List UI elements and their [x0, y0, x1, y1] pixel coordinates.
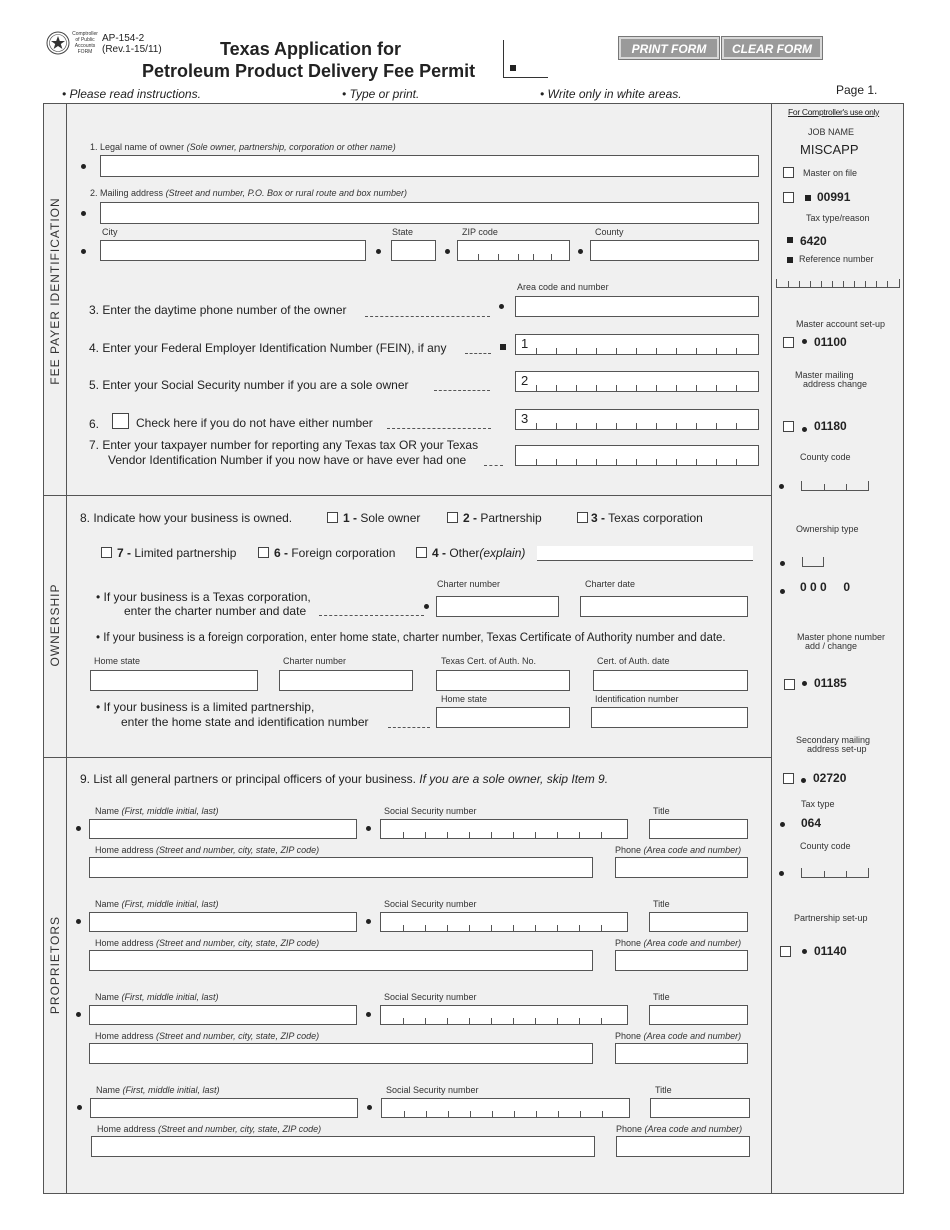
foreign-corporation-checkbox[interactable] [258, 547, 269, 558]
entry-dot [780, 589, 785, 594]
section-proprietors-label: PROPRIETORS [48, 915, 62, 1015]
item1-label [90, 142, 396, 152]
item4-label: 4. Enter your Federal Employer Identification Number (FEIN), if any [89, 341, 447, 355]
foreign-corp-instruction: • If your business is a foreign corporation, enter home state, charter number, Texas Certificate of Authority number and date. [96, 632, 726, 644]
job-name-label: JOB NAME [808, 127, 855, 137]
fein-input[interactable] [515, 334, 759, 355]
area-code-label: Area code and number [517, 282, 609, 292]
phone-text: Phone [616, 1124, 643, 1134]
home-address-note: (Street and number, city, state, ZIP code) [156, 845, 320, 855]
phone-note: (Area code and number) [643, 1031, 742, 1041]
proprietor-phone-input[interactable] [615, 857, 748, 878]
sole-owner-checkbox[interactable] [327, 512, 338, 523]
item9-text: 9. List all general partners or principal officers of your business. [80, 772, 416, 786]
texas-cert-input[interactable] [436, 670, 570, 691]
home-address-note: (Street and number, city, state, ZIP code) [156, 938, 320, 948]
county-label: County [595, 227, 624, 237]
master-account-label: Master account set-up [796, 319, 886, 329]
city-label: City [102, 227, 118, 237]
phone-label [615, 845, 741, 855]
required-dot [376, 249, 381, 254]
leader-dashes [388, 727, 430, 728]
master-mailing-label-2: address change [803, 379, 868, 389]
limited-partnership-checkbox[interactable] [101, 547, 112, 558]
foreign-home-state-input[interactable] [90, 670, 258, 691]
item8-label: 8. Indicate how your business is owned. [80, 511, 293, 525]
option-number: 2 - [463, 511, 478, 525]
charter-date-label: Charter date [585, 579, 636, 589]
section-fee-payer-label: FEE PAYER IDENTIFICATION [48, 197, 62, 385]
master-phone-label-2: add / change [805, 641, 858, 651]
required-dot [81, 164, 86, 169]
code-02720: 02720 [813, 771, 847, 785]
option-label: Sole owner [357, 511, 421, 525]
lp-home-state-input[interactable] [436, 707, 570, 728]
clear-form-button[interactable]: CLEAR FORM [722, 37, 822, 59]
entry-dot [780, 561, 785, 566]
reference-number-input[interactable] [776, 279, 900, 288]
title-label: Title [653, 992, 670, 1002]
sole-owner-option [343, 511, 420, 525]
page-number: Page 1. [836, 83, 878, 97]
cert-date-label: Cert. of Auth. date [597, 656, 670, 666]
phone-note: (Area code and number) [644, 1124, 743, 1134]
item2-text: 2. Mailing address [90, 188, 164, 198]
item2-label [90, 188, 407, 198]
option-label: Foreign corporation [288, 546, 396, 560]
header-entry-bracket [503, 40, 548, 78]
option-number: 4 - [432, 546, 447, 560]
required-dot [77, 1105, 82, 1110]
required-dot [366, 826, 371, 831]
charter-date-input[interactable] [580, 596, 748, 617]
home-address-label [95, 845, 319, 855]
code-01100: 01100 [814, 335, 847, 349]
code-01180-checkbox[interactable] [783, 421, 794, 432]
home-address-text: Home address [95, 845, 154, 855]
required-dot [81, 211, 86, 216]
foreign-corporation-option [274, 546, 395, 560]
partnership-checkbox[interactable] [447, 512, 458, 523]
texas-corp-line1: • If your business is a Texas corporation, [96, 590, 311, 604]
code-000: 0 0 0 0 [800, 580, 851, 594]
item7-label-line2: Vendor Identification Number if you now have or have ever had one [108, 453, 467, 467]
lp-home-state-label: Home state [441, 694, 488, 704]
leader-dashes [365, 316, 490, 317]
mailing-address-input[interactable] [100, 202, 759, 224]
other-explain-note: (explain) [479, 546, 526, 560]
name-text: Name [95, 899, 120, 909]
name-note: (First, middle initial, last) [121, 899, 219, 909]
leader-dashes [387, 428, 491, 429]
required-dot [578, 249, 583, 254]
entry-marker [787, 257, 793, 263]
foreign-charter-number-input[interactable] [279, 670, 413, 691]
zip-label: ZIP code [462, 227, 498, 237]
entry-dot [780, 822, 785, 827]
item6-label: Check here if you do not have either number [136, 416, 373, 430]
master-phone-label-1: Master phone number [797, 632, 886, 642]
tax-type-reason-label: Tax type/reason [806, 213, 870, 223]
instruction-read: • Please read instructions. [62, 87, 201, 101]
proprietor-phone-input[interactable] [615, 1043, 748, 1064]
legal-name-input[interactable] [100, 155, 759, 177]
proprietor-name-input[interactable] [89, 912, 357, 932]
other-checkbox[interactable] [416, 547, 427, 558]
charter-number-input[interactable] [436, 596, 559, 617]
entry-dot [802, 949, 807, 954]
charter-number-label: Charter number [437, 579, 501, 589]
entry-marker [787, 237, 793, 243]
proprietor-title-input[interactable] [649, 819, 748, 839]
phone-label [615, 1031, 741, 1041]
home-state-label: Home state [94, 656, 141, 666]
entry-marker [500, 344, 506, 350]
secondary-mailing-label-1: Secondary mailing [796, 735, 871, 745]
item5-label: 5. Enter your Social Security number if you are a sole owner [89, 378, 409, 392]
name-text: Name [96, 1085, 121, 1095]
master-on-file-checkbox[interactable] [783, 167, 794, 178]
lp-line1: • If your business is a limited partnership, [96, 700, 315, 714]
charter-number2-label: Charter number [283, 656, 347, 666]
title-label: Title [653, 899, 670, 909]
phone-label [615, 938, 741, 948]
proprietor-address-input[interactable] [89, 950, 593, 971]
proprietor-ssn-input[interactable] [380, 912, 628, 932]
ownership-type-label: Ownership type [796, 524, 859, 534]
proprietor-name-input[interactable] [90, 1098, 358, 1118]
name-note: (First, middle initial, last) [121, 806, 219, 816]
job-name-value: MISCAPP [800, 142, 859, 157]
entry-dot [779, 871, 784, 876]
section-divider [43, 495, 771, 496]
entry-dot [802, 339, 807, 344]
code-6420: 6420 [800, 234, 827, 248]
ssn-label: Social Security number [384, 899, 477, 909]
home-address-label [95, 938, 319, 948]
limited-partnership-option [117, 546, 236, 560]
agency-label [72, 31, 98, 55]
option-number: 7 - [117, 546, 132, 560]
proprietor-address-input[interactable] [89, 1043, 593, 1064]
lp-line2: enter the home state and identification number [121, 715, 369, 729]
instruction-white: • Write only in white areas. [540, 87, 682, 101]
texas-corp-line2: enter the charter number and date [124, 604, 307, 618]
form-title-line2: Petroleum Product Delivery Fee Permit [142, 61, 476, 81]
ssn-label: Social Security number [386, 1085, 479, 1095]
code-01185: 01185 [814, 676, 847, 690]
entry-marker [805, 195, 811, 201]
phone-text: Phone [615, 1031, 642, 1041]
phone-label [616, 1124, 742, 1134]
agency-line: Comptroller [72, 31, 98, 37]
partnership-setup-label: Partnership set-up [794, 913, 868, 923]
instruction-type: • Type or print. [342, 87, 420, 101]
item9-label [80, 772, 608, 786]
texas-corporation-checkbox[interactable] [577, 512, 588, 523]
comptroller-seal-icon [46, 31, 70, 55]
proprietor-title-input[interactable] [650, 1098, 750, 1118]
form-number: AP-154-2 [102, 33, 145, 44]
agency-line: Accounts [74, 43, 96, 49]
option-label: Limited partnership [131, 546, 237, 560]
proprietor-title-input[interactable] [649, 912, 748, 932]
city-input[interactable] [100, 240, 366, 261]
entry-dot [802, 427, 807, 432]
proprietor-ssn-input[interactable] [380, 1005, 628, 1025]
leader-dashes [434, 390, 490, 391]
proprietor-address-input[interactable] [89, 857, 593, 878]
state-input[interactable] [391, 240, 436, 261]
item3-label: 3. Enter the daytime phone number of the owner [89, 303, 347, 317]
code-00991: 00991 [817, 190, 851, 204]
required-dot [81, 249, 86, 254]
item6-number: 6. [89, 417, 100, 431]
tax-type-label: Tax type [801, 799, 835, 809]
code-01100-checkbox[interactable] [783, 337, 794, 348]
name-label [95, 806, 219, 816]
taxpayer-number-input[interactable] [515, 445, 759, 466]
item2-note: (Street and number, P.O. Box or rural route and box number) [165, 188, 408, 198]
name-note: (First, middle initial, last) [122, 1085, 220, 1095]
ssn-label: Social Security number [384, 806, 477, 816]
required-dot [445, 249, 450, 254]
item6-number-input[interactable] [515, 409, 759, 430]
item9-note: If you are a sole owner, skip Item 9. [415, 772, 609, 786]
phone-note: (Area code and number) [643, 938, 742, 948]
texas-corporation-option [591, 511, 703, 525]
required-dot [76, 919, 81, 924]
proprietor-name-input[interactable] [89, 819, 357, 839]
fein-prefix: 1 [521, 336, 529, 351]
county-code-input[interactable] [801, 481, 869, 491]
agency-line: of Public [75, 37, 95, 43]
texas-cert-label: Texas Cert. of Auth. No. [441, 656, 537, 666]
county-code2-input[interactable] [801, 868, 869, 878]
master-on-file-label: Master on file [803, 168, 858, 178]
phone-text: Phone [615, 845, 642, 855]
required-dot [367, 1105, 372, 1110]
ownership-type-input[interactable] [802, 557, 824, 567]
required-dot [76, 1012, 81, 1017]
leader-dashes [465, 353, 491, 354]
comptroller-use-only: For Comptroller's use only [788, 107, 880, 117]
code-01140: 01140 [814, 944, 847, 958]
item1-note: (Sole owner, partnership, corporation or other name) [186, 142, 396, 152]
required-dot [366, 919, 371, 924]
section-divider [43, 757, 771, 758]
proprietor-title-input[interactable] [649, 1005, 748, 1025]
home-address-text: Home address [95, 938, 154, 948]
option-number: 3 - [591, 511, 606, 525]
form-revision: (Rev.1-15/11) [102, 44, 162, 55]
proprietor-name-input[interactable] [89, 1005, 357, 1025]
county-input[interactable] [590, 240, 759, 261]
other-option [432, 546, 525, 560]
name-label [95, 992, 219, 1002]
item1-text: 1. Legal name of owner [90, 142, 185, 152]
option-number: 1 - [343, 511, 358, 525]
entry-dot [801, 778, 806, 783]
ssn-label: Social Security number [384, 992, 477, 1002]
home-address-label [97, 1124, 321, 1134]
required-dot [76, 826, 81, 831]
form-title-line1: Texas Application for [220, 39, 402, 59]
code-00991-checkbox[interactable] [783, 192, 794, 203]
lp-identification-input[interactable] [591, 707, 748, 728]
required-dot [424, 604, 429, 609]
home-address-label [95, 1031, 319, 1041]
code-02720-checkbox[interactable] [783, 773, 794, 784]
cert-date-input[interactable] [593, 670, 748, 691]
partnership-option [463, 511, 542, 525]
county-code-label: County code [800, 452, 851, 462]
required-dot [499, 304, 504, 309]
code-01185-checkbox[interactable] [784, 679, 795, 690]
reference-number-label: Reference number [799, 254, 874, 264]
leader-dashes [484, 465, 503, 466]
zip-input[interactable] [457, 240, 570, 261]
name-label [96, 1085, 220, 1095]
home-address-note: (Street and number, city, state, ZIP code) [158, 1124, 322, 1134]
option-number: 6 - [274, 546, 289, 560]
required-dot [366, 1012, 371, 1017]
daytime-phone-input[interactable] [515, 296, 759, 317]
name-label [95, 899, 219, 909]
phone-text: Phone [615, 938, 642, 948]
proprietor-ssn-input[interactable] [380, 819, 628, 839]
leader-dashes [319, 615, 424, 616]
agency-line: FORM [77, 49, 93, 55]
county-code2-label: County code [800, 841, 851, 851]
home-address-text: Home address [95, 1031, 154, 1041]
title-label: Title [655, 1085, 672, 1095]
proprietor-phone-input[interactable] [616, 1136, 750, 1157]
code-064: 064 [801, 816, 822, 830]
name-text: Name [95, 992, 120, 1002]
proprietor-address-input[interactable] [91, 1136, 595, 1157]
code-01180: 01180 [814, 419, 847, 433]
print-form-button[interactable]: PRINT FORM [619, 37, 719, 59]
section-ownership-label: OWNERSHIP [48, 583, 62, 667]
home-address-text: Home address [97, 1124, 156, 1134]
code-01140-checkbox[interactable] [780, 946, 791, 957]
identification-label: Identification number [595, 694, 679, 704]
option-label: Partnership [477, 511, 542, 525]
name-note: (First, middle initial, last) [121, 992, 219, 1002]
master-mailing-label-1: Master mailing [795, 370, 854, 380]
item6-prefix: 3 [521, 411, 529, 426]
item7-label-line1: 7. Enter your taxpayer number for reporting any Texas tax OR your Texas [89, 438, 479, 452]
option-label: Other [446, 546, 480, 560]
header-marker [510, 65, 516, 71]
secondary-mailing-label-2: address set-up [807, 744, 867, 754]
proprietor-phone-input[interactable] [615, 950, 748, 971]
no-number-checkbox[interactable] [112, 413, 129, 429]
proprietor-ssn-input[interactable] [381, 1098, 630, 1118]
state-label: State [392, 227, 414, 237]
ssn-prefix: 2 [521, 373, 529, 388]
entry-dot [802, 681, 807, 686]
other-explain-input[interactable] [537, 546, 753, 561]
name-text: Name [95, 806, 120, 816]
home-address-note: (Street and number, city, state, ZIP code) [156, 1031, 320, 1041]
ssn-input[interactable] [515, 371, 759, 392]
entry-dot [779, 484, 784, 489]
title-label: Title [653, 806, 670, 816]
phone-note: (Area code and number) [643, 845, 742, 855]
option-label: Texas corporation [605, 511, 703, 525]
